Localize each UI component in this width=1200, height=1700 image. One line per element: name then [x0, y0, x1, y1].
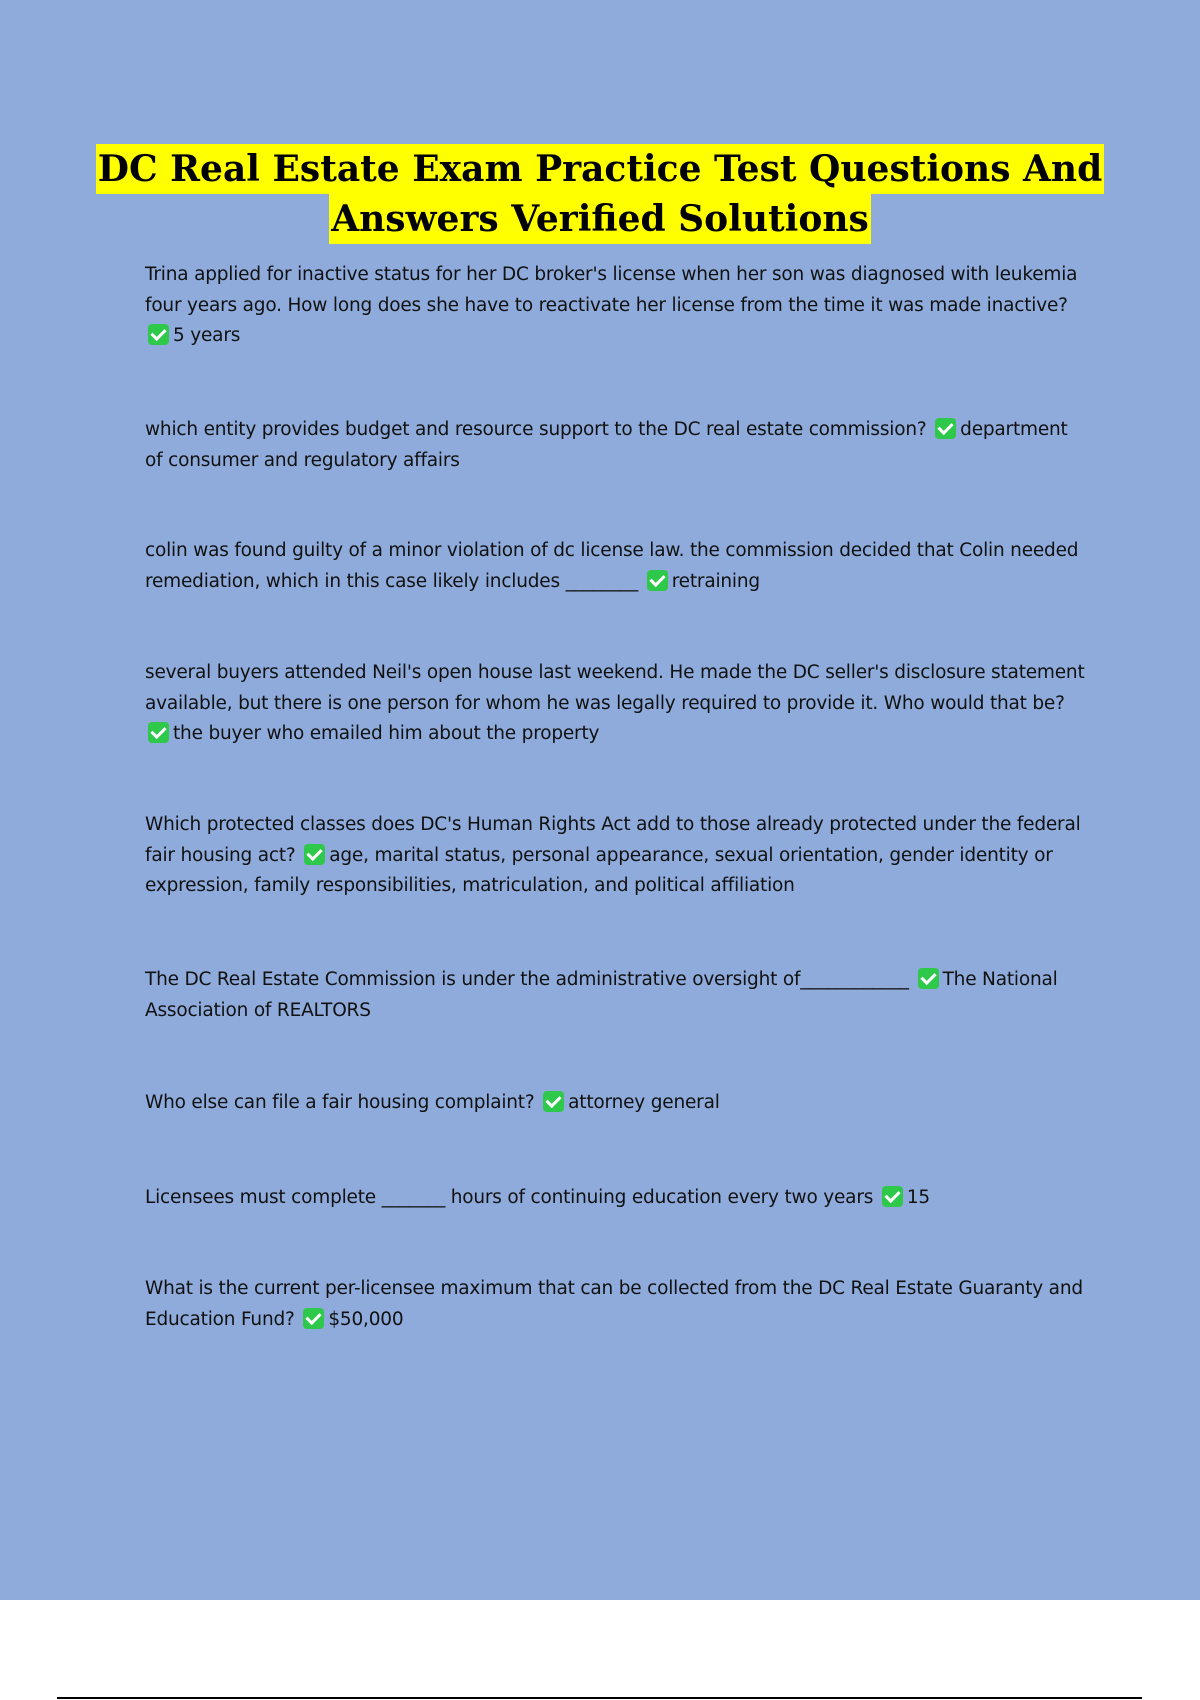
answer-text: $50,000	[328, 1308, 404, 1330]
qa-item	[145, 1088, 1085, 1119]
question-text: The DC Real Estate Commission is under the administrative oversight of____________	[145, 969, 909, 990]
question-text: several buyers attended Neil's open house last weekend. He made the DC seller's disclosure statement available, but there is one person for whom he was legally required to provide it. Who would that be?	[145, 662, 1085, 714]
document-title	[0, 144, 1200, 244]
answer-text: age, marital status, personal appearance, sexual orientation, gender identity or expression, family responsibilities, matriculation, and political affiliation	[145, 844, 1053, 896]
footer-rule	[57, 1697, 1142, 1699]
qa-item	[145, 415, 1085, 476]
question-text: colin was found guilty of a minor violation of dc license law. the commission decided that Colin needed remediation, which in this case likely includes ________	[145, 540, 1079, 592]
check-icon	[304, 844, 325, 865]
check-icon	[303, 1308, 324, 1329]
qa-item	[145, 1274, 1085, 1335]
answer-text: 15	[906, 1187, 930, 1208]
answer-text: department of consumer and regulatory affairs	[145, 419, 1068, 471]
question-text: Which protected classes does DC's Human Rights Act add to those already protected under the federal fair housing act?	[145, 814, 1081, 866]
question-text: What is the current per-licensee maximum that can be collected from the DC Real Estate Guaranty and Education Fund?	[145, 1278, 1083, 1330]
qa-item	[145, 260, 1085, 352]
answer-text: 5 years	[173, 325, 241, 346]
check-icon	[148, 324, 169, 345]
check-icon	[647, 570, 668, 591]
qa-item	[145, 965, 1085, 1026]
check-icon	[882, 1186, 903, 1207]
qa-item	[145, 658, 1085, 750]
question-text: Trina applied for inactive status for her DC broker's license when her son was diagnosed with leukemia four years ago. How long does she have to reactivate her license from the time it was made inactive?	[145, 264, 1078, 316]
title-line-1: DC Real Estate Exam Practice Test Questions And	[96, 144, 1105, 194]
answer-text: the buyer who emailed him about the property	[173, 723, 600, 744]
check-icon	[148, 722, 169, 743]
answer-text: attorney general	[568, 1092, 720, 1113]
question-text: Licensees must complete _______ hours of continuing education every two years	[145, 1187, 874, 1208]
qa-item	[145, 536, 1085, 597]
qa-item	[145, 810, 1085, 902]
check-icon	[935, 418, 956, 439]
check-icon	[918, 968, 939, 989]
answer-text: retraining	[671, 570, 760, 592]
question-text: Who else can file a fair housing complaint?	[145, 1092, 535, 1113]
check-icon	[543, 1091, 564, 1112]
answer-text: The National Association of REALTORS	[145, 969, 1058, 1021]
question-text: which entity provides budget and resource support to the DC real estate commission?	[145, 419, 927, 440]
title-line-2: Answers Verified Solutions	[329, 194, 871, 244]
qa-item	[145, 1183, 1085, 1214]
